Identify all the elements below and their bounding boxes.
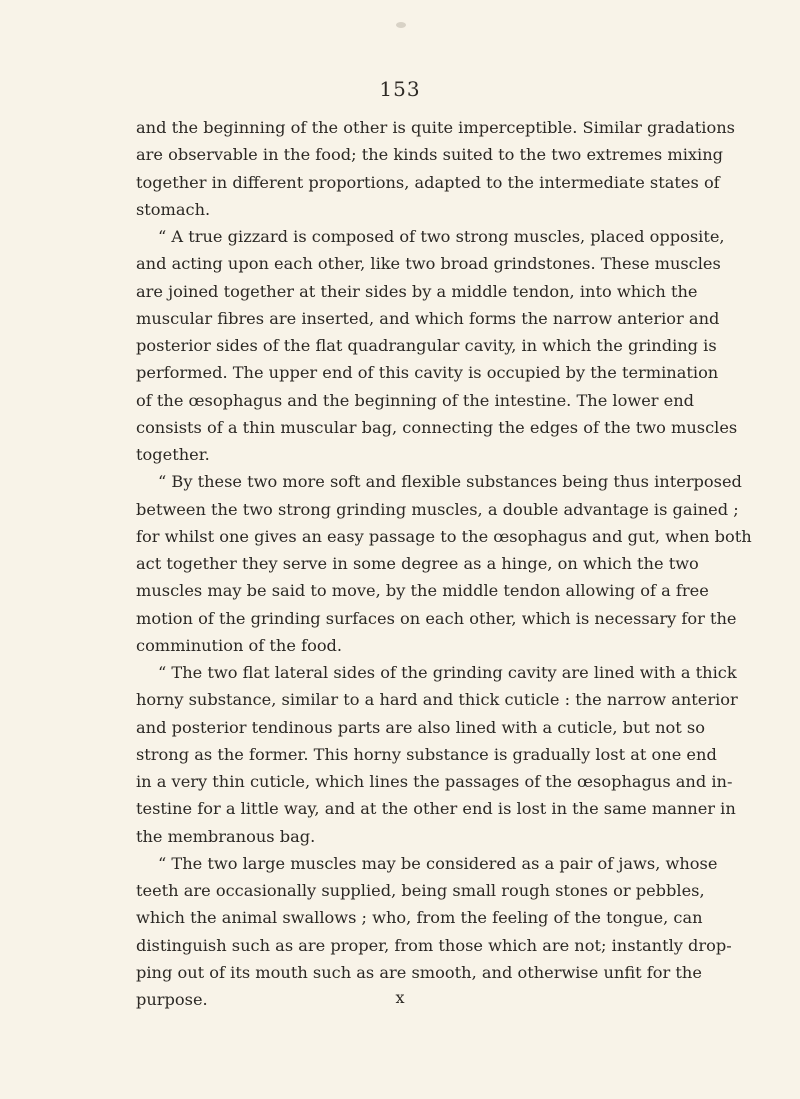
- text-line: muscles may be said to move, by the middle tendon allowing of a free: [136, 581, 709, 601]
- text-line: distinguish such as are proper, from those which are not; instantly drop-: [136, 935, 732, 955]
- paragraph: [136, 114, 735, 223]
- text-line: comminution of the food.: [136, 635, 343, 655]
- text-line: “ The two flat lateral sides of the grinding cavity are lined with a thick: [158, 663, 737, 682]
- text-line: ping out of its mouth such as are smooth, and otherwise unfit for the: [136, 962, 702, 982]
- text-line: which the animal swallows ; who, from the feeling of the tongue, can: [136, 908, 703, 928]
- text-line: teeth are occasionally supplied, being small rough stones or pebbles,: [136, 881, 705, 900]
- paragraph: [136, 223, 738, 468]
- text-line: and acting upon each other, like two broad grindstones. These muscles: [136, 254, 721, 274]
- page-number: 153: [379, 77, 421, 101]
- text-line: and posterior tendinous parts are also lined with a cuticle, but not so: [136, 717, 705, 737]
- text-line: are joined together at their sides by a middle tendon, into which the: [136, 281, 698, 301]
- text-line: muscular fibres are inserted, and which forms the narrow anterior and: [136, 308, 720, 328]
- text-line: of the œsophagus and the beginning of the intestine. The lower end: [136, 390, 695, 410]
- text-line: together.: [136, 445, 210, 464]
- paper-stain: [396, 22, 406, 28]
- text-line: for whilst one gives an easy passage to the œsophagus and gut, when both: [136, 526, 752, 546]
- text-line: testine for a little way, and at the other end is lost in the same manner in: [136, 799, 736, 819]
- text-line: motion of the grinding surfaces on each other, which is necessary for the: [136, 608, 737, 628]
- body-text: [136, 114, 752, 1013]
- text-line: together in different proportions, adapted to the intermediate states of: [136, 172, 720, 192]
- text-line: posterior sides of the flat quadrangular cavity, in which the grinding is: [136, 336, 717, 355]
- text-line: the membranous bag.: [136, 826, 316, 846]
- text-line: purpose.: [136, 990, 208, 1009]
- text-line: horny substance, similar to a hard and thick cuticle : the narrow anterior: [136, 690, 738, 710]
- text-line: stomach.: [136, 199, 211, 219]
- text-line: performed. The upper end of this cavity is occupied by the termination: [136, 363, 719, 383]
- text-line: strong as the former. This horny substance is gradually lost at one end: [136, 744, 717, 764]
- text-line: and the beginning of the other is quite imperceptible. Similar gradations: [136, 118, 735, 137]
- text-line: consists of a thin muscular bag, connecting the edges of the two muscles: [136, 417, 738, 437]
- signature-mark: x: [395, 988, 405, 1007]
- text-line: in a very thin cuticle, which lines the passages of the œsophagus and in-: [136, 772, 733, 791]
- paragraph: [136, 468, 752, 659]
- text-line: are observable in the food; the kinds suited to the two extremes mixing: [136, 145, 723, 165]
- text-line: between the two strong grinding muscles, a double advantage is gained ;: [136, 499, 739, 519]
- text-line: “ The two large muscles may be considered as a pair of jaws, whose: [158, 853, 718, 873]
- text-line: “ A true gizzard is composed of two strong muscles, placed opposite,: [158, 227, 725, 246]
- text-line: act together they serve in some degree as a hinge, on which the two: [136, 554, 699, 573]
- text-line: “ By these two more soft and flexible substances being thus interposed: [158, 472, 742, 492]
- paragraph: [136, 659, 738, 850]
